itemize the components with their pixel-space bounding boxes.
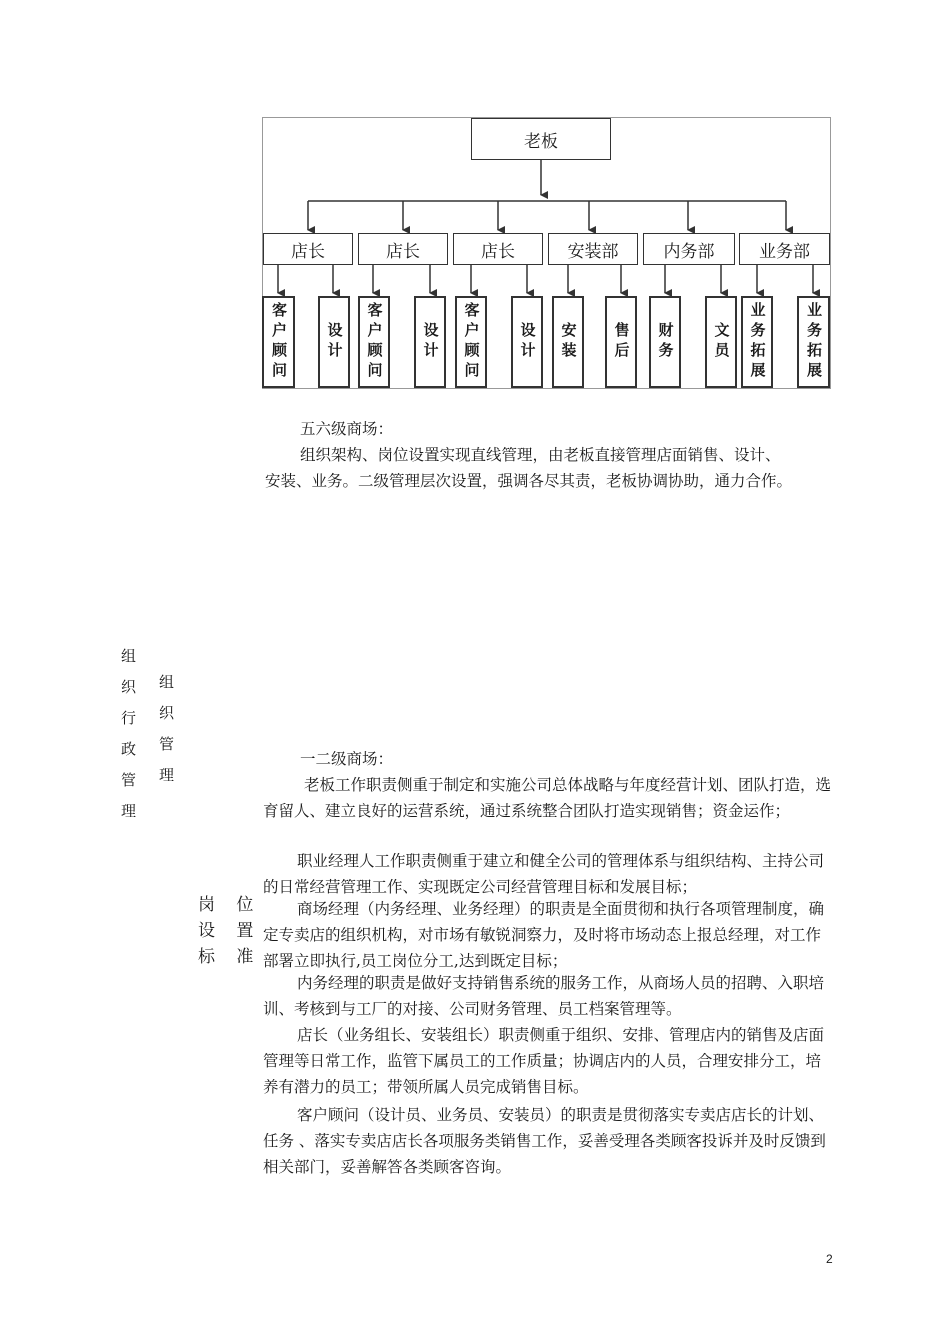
section-56-heading: 五六级商场： (300, 420, 394, 438)
org-leaf-box: 客户顾问 (455, 296, 487, 388)
org-dept-box: 安装部 (548, 233, 638, 265)
section-12-paragraph: 职业经理人工作职责侧重于建立和健全公司的管理体系与组织结构、主持公司的日常经营管理工作、实现既定公司经营管理目标和发展目标； (263, 852, 825, 896)
org-root-box: 老板 (471, 118, 611, 160)
org-leaf-box: 业务拓展 (797, 296, 830, 388)
section-12-paragraph: 内务经理的职责是做好支持销售系统的服务工作，从商场人员的招聘、入职培训、考核到与工厂的对接、公司财务管理、员工档案管理等。 (263, 974, 825, 1018)
org-leaf-box: 售后 (605, 296, 637, 388)
org-leaf-box: 设计 (511, 296, 543, 388)
org-chart (262, 117, 831, 389)
label-position-line3: 标 准 (198, 947, 262, 967)
section-56-paragraph-line2: 安装、业务。二级管理层次设置，强调各尽其责，老板协调协助，通力合作。 (265, 472, 793, 490)
section-56-paragraph-line1: 组织架构、岗位设置实现直线管理，由老板直接管理店面销售、设计、 (300, 446, 781, 464)
section-12-paragraph: 商场经理（内务经理、业务经理）的职责是全面贯彻和执行各项管理制度，确定专卖店的组织机构，对市场有敏锐洞察力，及时将市场动态上报总经理，对工作部署立即执行,员工岗位分工,达到既定目标； (263, 900, 825, 970)
org-leaf-box: 设计 (414, 296, 446, 388)
label-org-admin: 组织行政管理 (119, 648, 137, 834)
org-dept-box: 店长 (263, 233, 353, 265)
section-12-paragraph: 店长（业务组长、安装组长）职责侧重于组织、安排、管理店内的销售及店面管理等日常工作，监管下属员工的工作质量；协调店内的人员，合理安排分工，培养有潜力的员工；带领所属人员完成销售目标。 (263, 1026, 825, 1096)
org-leaf-box: 设计 (318, 296, 350, 388)
section-12-paragraph: 老板工作职责侧重于制定和实施公司总体战略与年度经营计划、团队打造，选育留人、建立良好的运营系统，通过系统整合团队打造实现销售；资金运作； (263, 776, 832, 820)
org-dept-box: 店长 (453, 233, 543, 265)
org-dept-box: 业务部 (739, 233, 830, 265)
page-number: 2 (826, 1252, 833, 1266)
label-position-line2: 设 置 (198, 921, 262, 941)
section-12-paragraph: 客户顾问（设计员、业务员、安装员）的职责是贯彻落实专卖店店长的计划、任务 、落实专卖店店长各项服务类销售工作，妥善受理各类顾客投诉并及时反馈到相关部门，妥善解答各类顾客咨询。 (263, 1106, 826, 1176)
label-position-line1: 岗 位 (198, 895, 262, 915)
org-dept-box: 内务部 (643, 233, 735, 265)
org-leaf-box: 文员 (705, 296, 737, 388)
org-leaf-box: 客户顾问 (262, 296, 295, 388)
org-leaf-box: 财务 (649, 296, 681, 388)
org-leaf-box: 安装 (552, 296, 584, 388)
section-12-heading: 一二级商场： (300, 750, 394, 768)
org-dept-box: 店长 (358, 233, 448, 265)
org-leaf-box: 客户顾问 (358, 296, 390, 388)
label-org-management: 组织管理 (157, 674, 175, 798)
org-leaf-box: 业务拓展 (741, 296, 773, 388)
